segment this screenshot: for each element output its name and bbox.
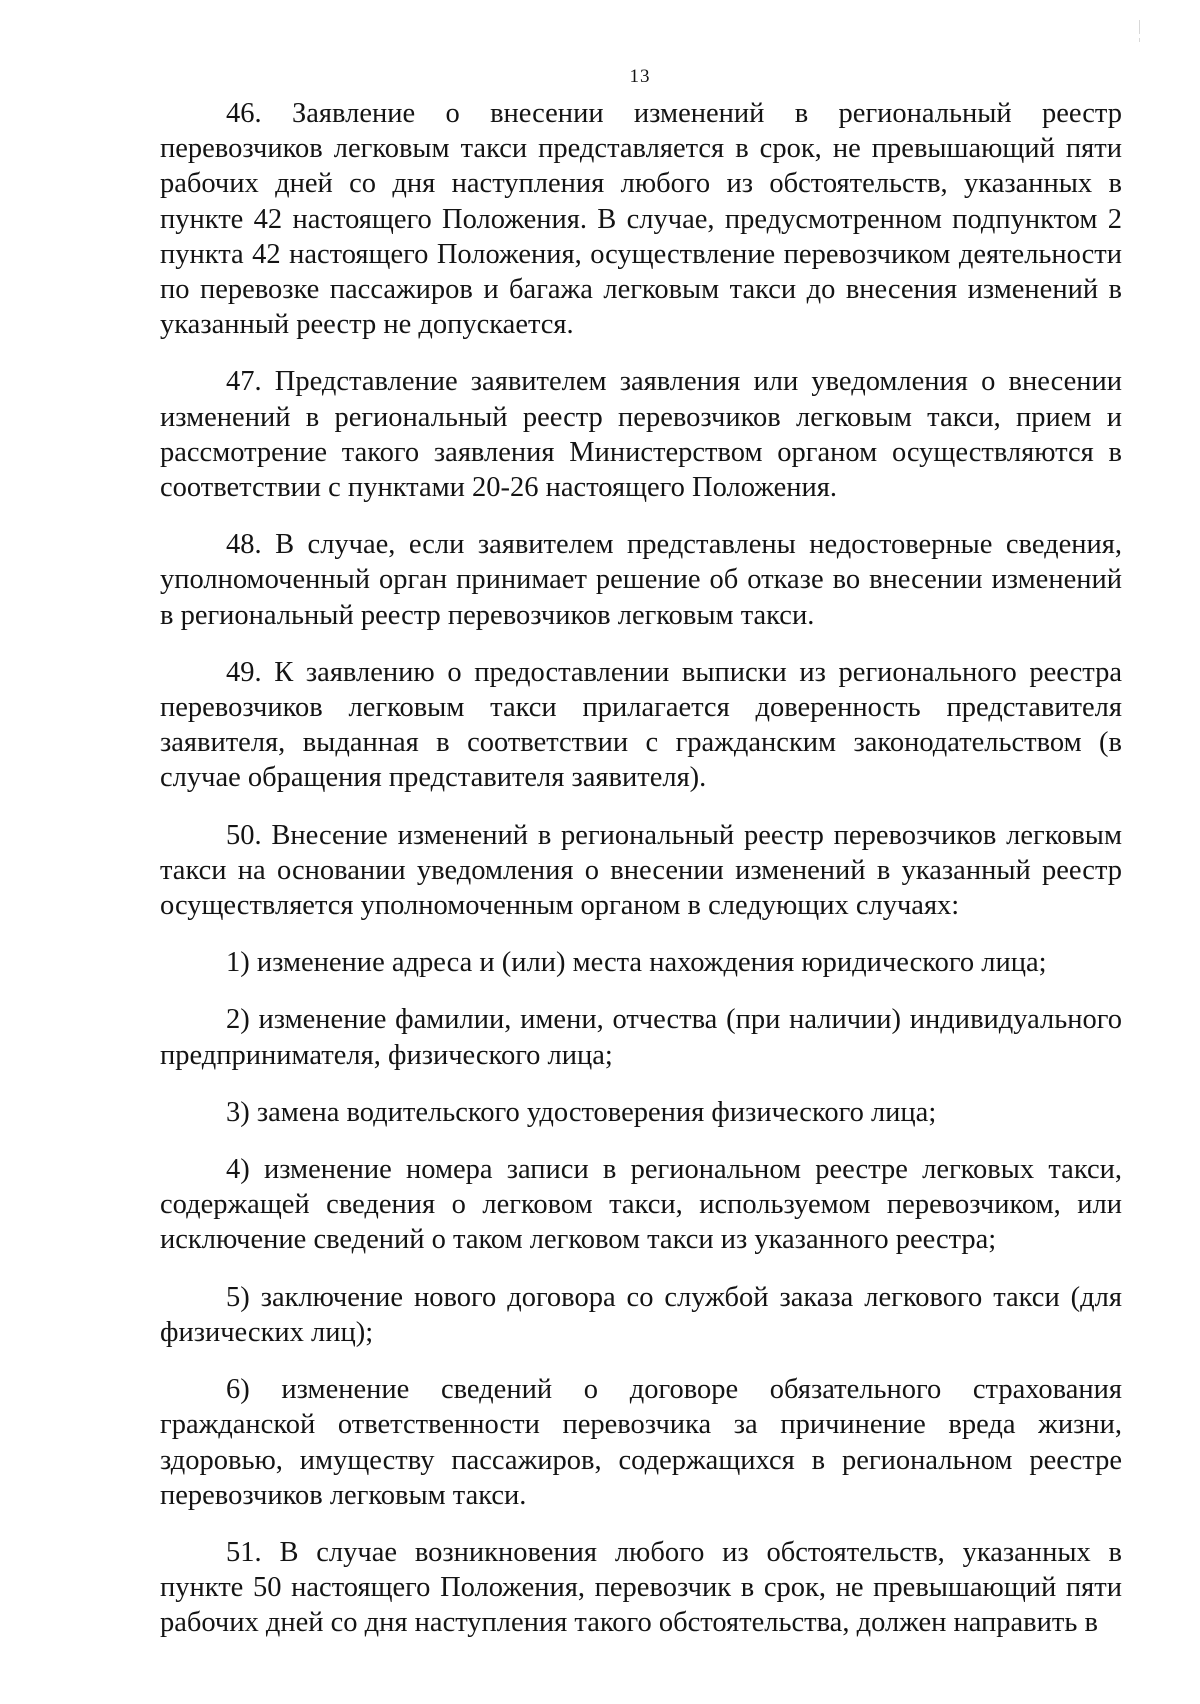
scan-artifact-dot [1139, 38, 1140, 42]
page-number: 13 [629, 66, 651, 87]
paragraph-48: 48. В случае, если заявителем представлены недостоверные сведения, уполномоченный орган принимает решение об отказе во внесении изменений в региональный реестр перевозчиков легковым такси. [160, 529, 1122, 631]
paragraph-50: 50. Внесение изменений в региональный реестр перевозчиков легковым такси на основании уведомления о внесении изменений в указанный реестр осуществляется уполномоченным органом в следующих случаях: [160, 819, 1122, 922]
list-item-1: 1) изменение адреса и (или) места нахождения юридического лица; [226, 947, 1047, 979]
list-item-4: 4) изменение номера записи в региональном реестре легковых такси, содержащей сведения о легковом такси, используемом перевозчиком, или исключение сведений о таком легковом такси из указанного реестра; [160, 1154, 1122, 1256]
list-item-3: 3) замена водительского удостоверения физического лица; [226, 1096, 937, 1128]
paragraph-49: 49. К заявлению о предоставлении выписки из регионального реестра перевозчиков легковым такси прилагается доверенность представителя заявителя, выданная в соответствии с гражданским законодательством (в случае обращения представителя заявителя). [160, 656, 1122, 794]
list-item-6: 6) изменение сведений о договоре обязательного страхования гражданской ответственности перевозчика за причинение вреда жизни, здоровью, имуществу пассажиров, содержащихся в региональном реестре перевозчиков легковым такси. [160, 1374, 1122, 1511]
list-item-2: 2) изменение фамилии, имени, отчества (при наличии) индивидуального предпринимателя, физического лица; [160, 1004, 1122, 1071]
paragraph-51: 51. В случае возникновения любого из обстоятельств, указанных в пункте 50 настоящего Положения, перевозчик в срок, не превышающий пяти рабочих дней со дня наступления такого обстоятельства, должен направить в [160, 1536, 1122, 1639]
list-item-5: 5) заключение нового договора со службой заказа легкового такси (для физических лиц); [160, 1281, 1122, 1348]
paragraph-47: 47. Представление заявителем заявления или уведомления о внесении изменений в региональный реестр перевозчиков легковым такси, прием и рассмотрение такого заявления Министерством органом осуществляются в соответствии с пунктами 20-26 настоящего Положения. [160, 366, 1122, 504]
scan-artifact-top [1139, 20, 1140, 34]
paragraph-46: 46. Заявление о внесении изменений в региональный реестр перевозчиков легковым такси представляется в срок, не превышающий пяти рабочих дней со дня наступления любого из обстоятельств, указанных в пункте 42 настоящего Положения. В случае, предусмотренном подпунктом 2 пункта 42 настоящего Положения, осуществление перевозчиком деятельности по перевозке пассажиров и багажа легковым такси до внесения изменений в указанный реестр не допускается. [160, 98, 1122, 341]
document-body [160, 96, 1122, 1641]
